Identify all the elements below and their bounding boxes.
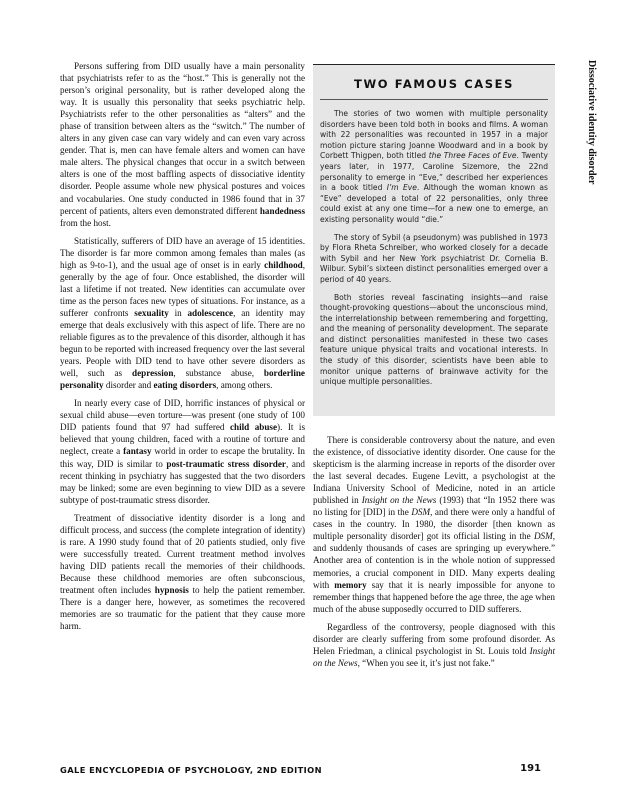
italic-title: DSM [411, 507, 431, 518]
text-run: in [168, 307, 188, 318]
text-run: world in order to escape the brutality. In this way, DID is similar to [60, 446, 305, 469]
bold-term: handedness [259, 205, 305, 216]
text-run: , and suddenly thousands of cases are springing up everywhere.” Another area of contention is in the whole notion of suppressed memories, a crucial component in DID. Many experts dealing with [313, 531, 555, 590]
right-column [313, 434, 555, 669]
text-run: . Although the woman known as “Eve” developed a total of 22 personalities, only three could exist at any one time—for a new one to emerge, an existing personality would “die.” [320, 183, 548, 224]
italic-title: the Three Faces of Eve [428, 151, 517, 161]
text-run: . Twenty years later, in 1977, Caroline Sizemore, the 22nd personality to emerge in “Eve,” described her experiences in a book titled [320, 151, 548, 193]
bold-term: depression [132, 368, 174, 379]
bold-term: post-traumatic stress disorder [166, 458, 286, 469]
box-paragraph-1 [320, 109, 548, 226]
italic-title: I’m Eve [386, 183, 417, 193]
text-run: Statistically, sufferers of DID have an average of 15 identities. The disorder is far more common among females than males (as high as 9-to-1), and the usual age of onset is in early [60, 235, 305, 270]
right-paragraph-2 [313, 621, 555, 669]
left-paragraph-1 [60, 60, 305, 229]
side-tab-label: Dissociative identity disorder [586, 60, 597, 185]
text-run: disorder and [103, 380, 154, 391]
bold-term: sexuality [134, 307, 169, 318]
box-paragraph-2 [320, 233, 548, 286]
italic-title: DSM [533, 531, 553, 542]
text-run: There is considerable controversy about the nature, and even the existence, of dissociative identity disorder. One cause for the skepticism is the alarming increase in reports of the disorder over the last several decades. Eugene Levitt, a psychologist at the Indiana University School of Medicine, noted in an article published in [313, 435, 555, 506]
bold-term: hypnosis [154, 584, 189, 595]
bold-term: childhood [264, 259, 303, 270]
side-tab-topic [583, 60, 597, 220]
text-run: , “When you see it, it’s just not fake.” [357, 657, 495, 668]
bold-term: borderline personality [60, 368, 305, 391]
text-run: Regardless of the controversy, people diagnosed with this disorder are clearly suffering from some profound disorder. As Helen Friedman, a clinical psychologist in St. Louis told [313, 621, 555, 656]
text-run: , and there were only a handful of cases in the country. In 1980, the disorder [then known as multiple personality disorder] got its official listing in the [313, 507, 555, 542]
text-run: say that it is nearly impossible for anyone to remember things that happened before the age three, the age when much of the abuse supposedly occurred to DID sufferers. [313, 579, 555, 614]
text-run: In nearly every case of DID, horrific instances of physical or sexual child abuse—even torture—was present (one study of 100 DID patients found that 97 had suffered [60, 398, 305, 433]
text-run: , substance abuse, [173, 368, 264, 379]
italic-title: Insight on the News [361, 495, 437, 506]
right-paragraph-1 [313, 434, 555, 615]
left-paragraph-2 [60, 235, 305, 392]
bold-term: memory [334, 579, 367, 590]
left-column [60, 60, 305, 632]
left-paragraph-4 [60, 512, 305, 632]
text-run: (1993) that “In 1952 there was no listing for [DID] in the [313, 495, 555, 518]
text-run: The story of Sybil (a pseudonym) was published in 1973 by Flora Rheta Schreiber, who worked closely for a decade with Sybil and her New York psychiatrist Dr. Cornelia B. Wilbur. Sybil’s sixteen distinct personalities emerged over a period of 40 years. [320, 232, 548, 284]
text-run: , generally by the age of four. Once established, the disorder will last a lifetime if not treated. New identities can accumulate over time as the person faces new types of situations. For instance, as a sufferer confronts [60, 259, 305, 318]
text-run: to help the patient remember. There is a danger here, however, as sometimes the recovered memories are so traumatic for the patient that they cause more harm. [60, 584, 305, 632]
text-run: Treatment of dissociative identity disorder is a long and difficult process, and success (the complete integration of identity) is rare. A 1990 study found that of 20 patients studied, only five were successfully treated. Current treatment method involves having DID patients recall the memories of their childhoods. Because these childhood memories are often subconscious, treatment often includes [60, 512, 305, 595]
bold-term: fantasy [123, 446, 152, 457]
sidebar-box-body [313, 109, 555, 388]
left-paragraph-3 [60, 397, 305, 505]
text-run: , among others. [216, 380, 273, 391]
bold-term: adolescence [187, 307, 234, 318]
bold-term: eating disorders [153, 380, 217, 391]
text-run: , and recent thinking in psychiatry has suggested that the two disorders may be linked; some are even beginning to view DID as a severe subtype of post-traumatic stress disorder. [60, 458, 305, 505]
box-paragraph-3 [320, 293, 548, 388]
footer-publication-title: GALE ENCYCLOPEDIA OF PSYCHOLOGY, 2ND EDITION [60, 765, 322, 775]
text-run: Both stories reveal fascinating insights—and raise thought-provoking questions—about the unconscious mind, the interrelationship between remembering and forgetting, and the meaning of personality development. The separate and distinct personalities manifested in these two cases feature unique physical traits and vocational interests. In the study of this disorder, scientists have been able to monitor unique patterns of brainwave activity for the unique multiple personalities. [320, 292, 548, 387]
footer-page-number: 191 [520, 763, 541, 774]
italic-title: Insight on the News [313, 645, 555, 668]
text-run: The stories of two women with multiple personality disorders have been told both in books and films. A woman with 22 personalities was recounted in 1957 in a major motion picture staring Joanne Woodward and in a book by Corbett Thigpen, both titled [320, 109, 548, 161]
sidebar-box-two-famous-cases [313, 64, 555, 416]
text-run: , an identity may emerge that deals exclusively with this aspect of life. There are no reliable figures as to the prevalence of this disorder, although it has begun to be reported with increased frequency over the last several years. People with DID tend to have other severe disorders as well, such as [60, 307, 306, 379]
text-run: from the host. [60, 217, 111, 228]
sidebar-box-rule [320, 99, 548, 100]
text-run: ). It is believed that young children, faced with a routine of torture and neglect, create a [60, 422, 305, 457]
text-run: Persons suffering from DID usually have a main personality that psychiatrists refer to as the “host.” This is generally not the person’s original personality, but is rather developed along the way. It is usually this personality that seeks psychiatric help. Psychiatrists refer to the other personalities as “alters” and the phase of transition between alters as the “switch.” The number of alters in any given case can vary widely and can even vary across gender. That is, men can have female alters and women can have male alters. The physical changes that occur in a switch between alters is one of the most baffling aspects of dissociative identity disorder. People assume whole new physical postures and voices and vocabularies. One study conducted in 1986 found that in 37 percent of patients, alters even demonstrated different [60, 61, 305, 216]
sidebar-box-title: TWO FAMOUS CASES [354, 77, 514, 91]
bold-term: child abuse [229, 422, 278, 433]
